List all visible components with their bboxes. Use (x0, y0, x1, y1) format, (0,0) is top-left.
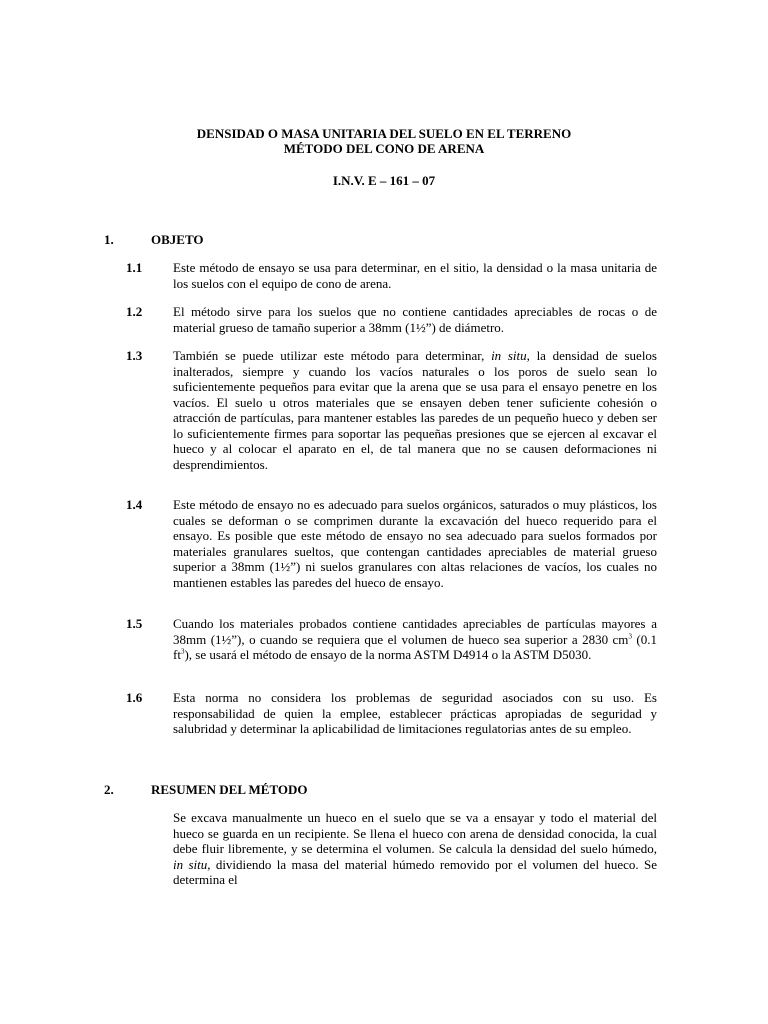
item-1-5-text (173, 616, 657, 663)
item-1-6-text: Esta norma no considera los problemas de seguridad asociados con su uso. Es responsabilidad de quien la emplee, establecer prácticas apropiadas de seguridad y salubridad y determinar la aplicabilidad de limitaciones regulatorias antes de su empleo. (173, 690, 657, 736)
item-1-5-number: 1.5 (126, 616, 143, 631)
item-1-1-number: 1.1 (126, 260, 143, 275)
document-title-line1: DENSIDAD O MASA UNITARIA DEL SUELO EN EL TERRENO (196, 126, 572, 141)
section-2-text-a: Se excava manualmente un hueco en el suelo que se va a ensayar y todo el material del hueco se guarda en un recipiente. Se llena el hueco con arena de densidad conocida, la cual debe fluir libremente, y se determina el volumen. Se calcula la densidad del suelo húmedo, (173, 810, 657, 856)
document-title-line2: MÉTODO DEL CONO DE ARENA (283, 141, 485, 156)
standard-code: I.N.V. E – 161 – 07 (332, 173, 436, 188)
section-2-text (173, 810, 657, 888)
item-1-5-text-c: ), se usará el método de ensayo de la norma ASTM D4914 o la ASTM D5030. (184, 647, 592, 662)
section-2-title: RESUMEN DEL MÉTODO (151, 782, 308, 797)
item-1-6-number: 1.6 (126, 690, 143, 705)
item-1-5-sup-2: 3 (180, 647, 185, 656)
section-2-text-b: dividiendo la masa del material húmedo removido por el volumen del hueco. Se determina el (173, 856, 657, 887)
item-1-5-text-b: (0.1 ft (173, 631, 657, 662)
item-1-3-italic: in situ (491, 348, 527, 363)
section-1-number: 1. (104, 232, 114, 247)
item-1-4-text: Este método de ensayo no es adecuado para suelos orgánicos, saturados o muy plásticos, los cuales se deforman o se comprimen durante la excavación del hueco requerido para el ensayo. Es posible que este método de ensayo no sea adecuado para suelos formados por materiales granulares sueltos, que contengan cantidades apreciables de material grueso superior a 38mm (1½”) ni suelos granulares con altas relaciones de vacíos, los cuales no mantienen estables las paredes del hueco de ensayo. (173, 497, 657, 590)
item-1-5-text-a: Cuando los materiales probados contiene cantidades apreciables de partículas mayores a 38mm (1½”), o cuando se requiera que el volumen de hueco sea superior a 2830 cm (173, 616, 657, 647)
item-1-3-text-b: , la densidad de suelos inalterados, siempre y cuando los vacíos naturales o los poros de suelo sean lo suficientemente pequeños para evitar que la arena que se usa para el ensayo penetre en los vacíos. El suelo u otros materiales que se ensayen deben tener suficiente cohesión o atracción de partículas, para mantener estables las paredes de un pequeño hueco y deben ser lo suficientemente firmes para soportar las pequeñas presiones que se ejercen al excavar el hueco y al colocar el aparato en el, de tal manera que no se causen deformaciones ni desprendimientos. (173, 348, 657, 472)
item-1-3-text-a: También se puede utilizar este método para determinar, (173, 348, 492, 363)
item-1-2-number: 1.2 (126, 304, 143, 319)
section-1-title: OBJETO (151, 232, 204, 247)
item-1-3-number: 1.3 (126, 348, 143, 363)
section-2-number: 2. (104, 782, 114, 797)
item-1-2-text: El método sirve para los suelos que no contiene cantidades apreciables de rocas o de material grueso de tamaño superior a 38mm (1½”) de diámetro. (173, 304, 657, 335)
item-1-3-text (173, 348, 657, 472)
item-1-5-sup-1: 3 (628, 632, 632, 641)
item-1-1-text: Este método de ensayo se usa para determinar, en el sitio, la densidad o la masa unitaria de los suelos con el equipo de cono de arena. (173, 260, 657, 291)
section-2-italic: in situ, (173, 856, 211, 872)
item-1-4-number: 1.4 (126, 497, 143, 512)
